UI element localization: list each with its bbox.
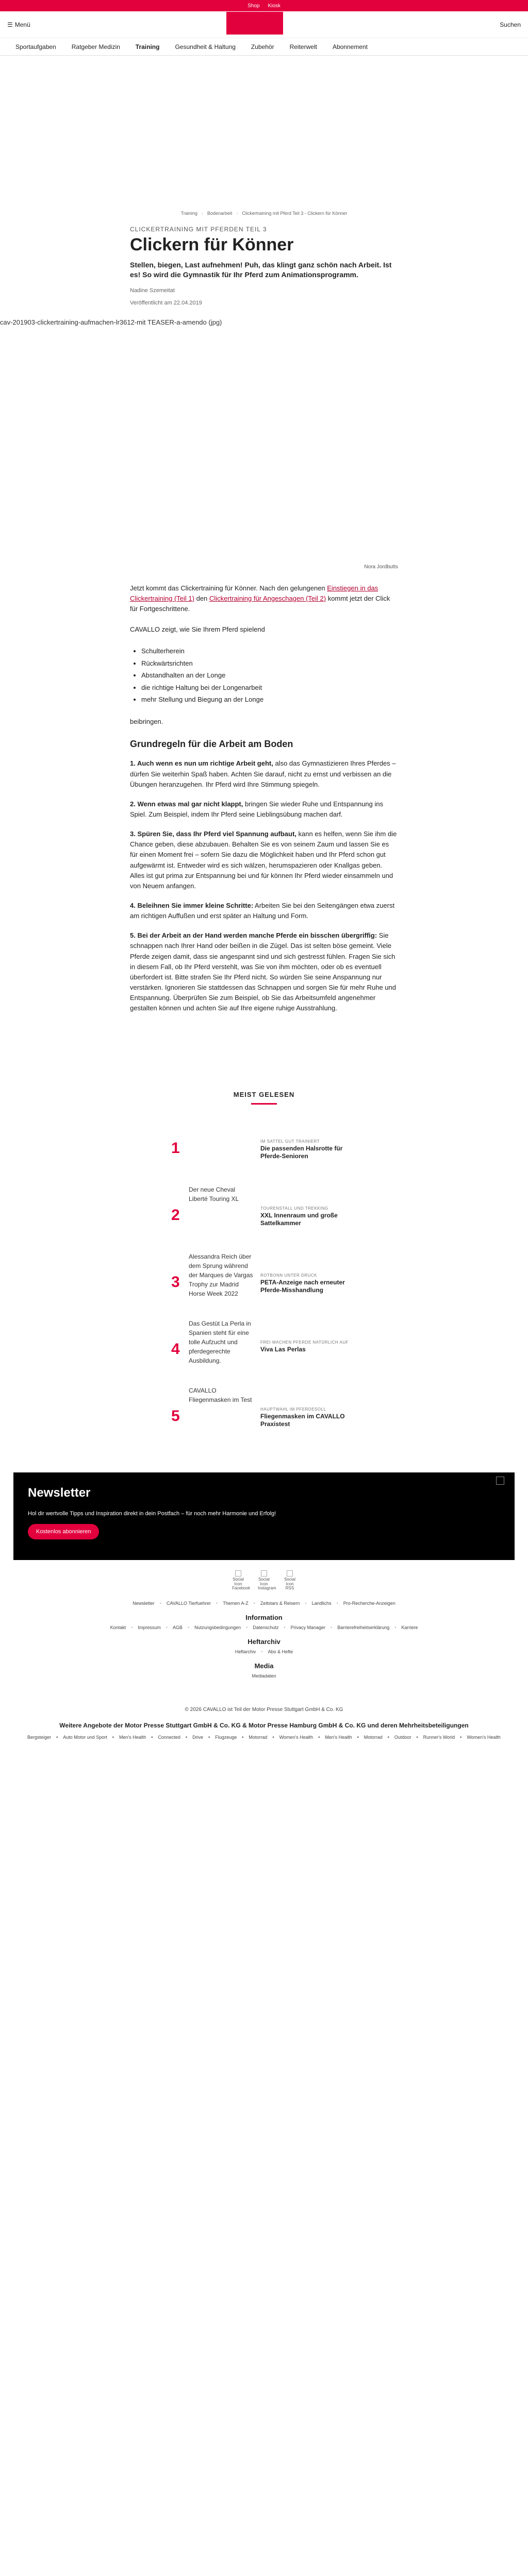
footer-link[interactable]: Flugzeuge [215,1734,237,1740]
footer-heading: Information [245,1613,283,1621]
link-part-1[interactable]: Einstiegen in das Clickertraining (Teil 1) [130,584,378,602]
footer-link[interactable]: Newsletter [133,1601,155,1606]
most-read-item[interactable] [171,1319,357,1375]
footer-heftarchiv: Heftarchiv Heftarchiv • Abo & Hefte [0,1637,528,1656]
rank-number: 3 [171,1273,180,1291]
item-category: HAUPTWAHL IM PFERDESOLL [260,1406,326,1412]
footer-link[interactable]: Kontakt [110,1625,126,1631]
topbar-link-kiosk[interactable]: Kiosk [268,3,280,9]
top-bar [0,0,528,11]
rank-number: 4 [171,1340,180,1358]
rule-paragraph: 2. Wenn etwas mal gar nicht klappt, bringen Sie wieder Ruhe und Entspannung ins Spiel. Zum Beispiel, indem Ihr Pferd seine Lieblingsübung machen darf. [130,800,384,818]
rule-paragraph: 1. Auch wenn es nun um richtige Arbeit geht, also das Gymnastizieren Ihres Pferdes – dürfen Sie weiterhin Spaß haben. Achten Sie darauf, nicht zu ernst und verbissen an die Übungen heranzugehen. Ihr Pferd wird Ihre Stimmung spiegeln. [130,759,396,788]
page-title: Clickern für Könner [130,234,294,255]
thumbnail-image[interactable]: CAVALLO Fliegenmasken im Test [189,1386,252,1403]
main-navigation [0,38,528,56]
list-item: • die richtige Haltung bei der Longenarbeit [141,682,398,693]
footer-link[interactable]: CAVALLO Tierfuehrer [166,1601,211,1606]
publish-date: Veröffentlicht am 22.04.2019 [130,300,202,307]
article [0,210,398,1013]
thumbnail-image[interactable] [189,1118,253,1159]
footer-link[interactable]: Women's Health [467,1734,501,1740]
most-read-title: MEIST GELESEN [171,1090,357,1108]
nav-item[interactable]: Ratgeber Medizin [71,43,120,50]
breadcrumb-current: Clickertraining mit Pferd Teil 3 - Clickern für Könner [242,211,348,216]
rules-list [130,758,398,1013]
nav-item[interactable]: Reiterwelt [289,43,317,50]
exercise-list [141,645,398,705]
item-title[interactable]: Die passenden Halsrotte für Pferde-Senioren [260,1144,343,1160]
footer-link[interactable]: Themen A-Z [223,1601,249,1606]
newsletter-box [13,1472,515,1560]
item-title[interactable]: PETA-Anzeige nach erneuter Pferde-Misshandlung [260,1278,345,1294]
footer-link[interactable]: Auto Motor und Sport [63,1734,107,1740]
list-outro: beibringen. [130,718,163,726]
thumbnail-image[interactable]: Das Gestüt La Perla in Spanien steht für eine tolle Aufzucht und pferdegerechte Ausbildung. [189,1319,251,1364]
newsletter-subscribe-button[interactable]: Kostenlos abonnieren [28,1524,99,1539]
thumbnail-image[interactable]: Alessandra Reich über dem Sprung während der Marques de Vargas Trophy zur Madrid Horse Week 2022 [189,1252,253,1297]
nav-item[interactable]: Training [135,43,160,50]
footer-links-top: Newsletter • CAVALLO Tierfuehrer • Themen A-Z • Zeitstars & Reisern • Landlichs • Pro-Recherche-Anzeigen [0,1600,528,1607]
hamburger-icon: ☰ [7,21,13,28]
site-header [0,11,528,38]
topbar-link-shop[interactable]: Shop [248,3,260,9]
author-name: Nadine Szemeitat [130,287,175,294]
item-title[interactable]: Fliegenmasken im CAVALLO Praxistest [260,1412,345,1428]
footer-link[interactable]: Impressum [138,1625,161,1631]
item-category: ROTBONN UNTER DRUCK [260,1273,317,1278]
rule-paragraph: 5. Bei der Arbeit an der Hand werden manche Pferde ein bisschen übergriffig: Sie schnappen nach Ihrer Hand oder beißen in die Zügel. Das ist selten böse gemeint. Viele Pferde zeigen damit, dass sie angespannt sind und sich gestresst fühlen. Fragen Sie sich in diesem Fall, ob Ihr Pferd verstehlt, was Sie von ihm möchten, oder ob es eventuell überfordert ist. Bitte strafen Sie Ihr Pferd nicht. So würden Sie seine Anspannung nur verstärken. Ignorieren Sie stattdessen das Schnappen und sorgen Sie für mehr Ruhe und Entspannung. Überprüfen Sie zum Beispiel, ob Sie das Arbeitsumfeld angenehmer gestalten können und achten Sie auf Ihre eigene ruhige Ausstrahlung. [130,931,396,1012]
ad-placeholder [0,56,528,210]
most-read-section [171,1090,357,1442]
cavallo-logo[interactable] [226,12,283,35]
footer-link[interactable]: AGB [172,1625,183,1631]
link-part-2[interactable]: Clickertraining für Angeschagen (Teil 2) [209,594,326,602]
footer-link[interactable]: Women's Health [279,1734,314,1740]
article-meta [130,286,398,308]
footer-link[interactable]: Zeitstars & Reisern [260,1601,300,1606]
footer-heading: Heftarchiv [248,1637,280,1646]
image-credit: Nora Jordbutts [364,564,398,570]
rss-icon[interactable]: Social Icon RSS [284,1570,296,1591]
footer-link[interactable]: Mediadaten [252,1673,276,1679]
footer-link[interactable]: Motorrad [249,1734,268,1740]
most-read-item[interactable] [171,1386,357,1442]
footer-link[interactable]: Connected [158,1734,180,1740]
footer-link[interactable]: Runner's World [423,1734,455,1740]
footer-link[interactable]: Men's Health [119,1734,146,1740]
item-category: IM SATTEL GUT TRAINIERT [260,1139,320,1144]
newsletter-text: Hol dir wertvolle Tipps und Inspiration direkt in dein Postfach – für noch mehr Harmonie und Erfolg! [28,1510,276,1517]
list-item: • mehr Stellung und Biegung an der Longe [141,693,398,705]
item-category: TOURENSTALL UND TREKKING [260,1206,328,1211]
newsletter-image-icon [496,1477,504,1485]
copyright: © 2026 CAVALLO ist Teil der Motor Presse Stuttgart GmbH & Co. KG [185,1706,343,1713]
footer-link[interactable]: Privacy Manager [290,1625,326,1631]
footer-link[interactable]: Barrierefreiheitserklärung [337,1625,390,1631]
footer-link[interactable]: Heftarchiv [235,1649,256,1655]
article-body [130,583,398,1014]
nav-item[interactable]: Abonnement [332,43,368,50]
most-read-item[interactable] [171,1118,357,1174]
most-read-item[interactable] [171,1252,357,1308]
rank-number: 5 [171,1407,180,1425]
footer-link[interactable]: Pro-Recherche-Anzeigen [343,1601,395,1606]
list-item: • Abstandhalten an der Longe [141,669,398,681]
footer-link[interactable]: Landlichs [311,1601,332,1606]
facebook-icon[interactable]: Social Icon Facebook [232,1570,244,1591]
nav-item[interactable]: Gesundheit & Haltung [175,43,236,50]
list-item: • Schulterherein [141,645,398,657]
article-teaser: Stellen, biegen, Last aufnehmen! Puh, das klingt ganz schön nach Arbeit. Ist es! So wird die Gymnastik für Ihr Pferd zum Animationsprogramm. [130,260,392,279]
cavallo-intro: CAVALLO zeigt, wie Sie Ihrem Pferd spielend [130,625,265,634]
rule-paragraph: 3. Spüren Sie, dass Ihr Pferd viel Spannung aufbaut, kann es helfen, wenn Sie ihm die Chance geben, diese abzubauen. Behalten Sie es von seinem Zaum und lassen Sie es für einen Moment frei – sofern Sie dazu die Möglichkeit haben und Ihr Pferd schon gut aufgewärmt ist. Entweder wird es sich wälzen, herumspazieren oder Knallgas geben. Alles ist gut prima zur Entspannung bei und für können Ihr Pferd wieder einsammeln und von Neuem anfangen. [130,830,397,890]
search-button[interactable]: Suchen [500,21,521,28]
rank-number: 1 [171,1139,180,1157]
list-item: • Rückwärtsrichten [141,657,398,669]
intro-paragraph: Jetzt kommt das Clickertraining für Könner. Nach den gelungenen Einstiegen in das Clickertraining (Teil 1) den Clickertraining für Angeschagen (Teil 2) kommt jetzt der Click für Fortgeschrittene. [130,584,390,613]
footer-heading: Media [254,1662,274,1670]
rank-number: 2 [171,1206,180,1224]
newsletter-title: Newsletter [28,1485,91,1500]
article-kicker: CLICKERTRAINING MIT PFERDEN TEIL 3 [130,225,267,233]
network-title: Weitere Angebote der Motor Presse Stuttgart GmbH & Co. KG & Motor Presse Hamburg GmbH & Co. KG und deren Mehrheitsbeteiligungen [59,1721,469,1729]
footer-link[interactable]: Nutzungsbedingungen [194,1625,241,1631]
item-title[interactable]: XXL Innenraum und große Sattelkammer [260,1211,338,1227]
breadcrumb: Training › Bodenarbeit › Clickertraining mit Pferd Teil 3 - Clickern für Könner [130,210,398,217]
thumbnail-image[interactable]: Der neue Cheval Liberté Touring XL [189,1185,239,1202]
nav-item[interactable]: Sportaufgaben [15,43,56,50]
footer-link[interactable]: Outdoor [394,1734,411,1740]
footer-link[interactable]: Datenschutz [253,1625,279,1631]
footer-link[interactable]: Karriere [401,1625,418,1631]
footer-link[interactable]: Drive [192,1734,204,1740]
instagram-icon[interactable]: Social Icon Instagram [258,1570,270,1591]
footer-link[interactable]: Bergsteiger [27,1734,52,1740]
nav-item[interactable]: Zubehör [251,43,274,50]
footer-link[interactable]: Abo & Hefte [268,1649,293,1655]
menu-button[interactable]: ☰ Menü [7,21,30,28]
item-title[interactable]: Viva Las Perlas [260,1345,306,1353]
footer-link[interactable]: Men's Health [325,1734,352,1740]
section-heading: Grundregeln für die Arbeit am Boden [130,739,293,750]
hero-image-alt: cav-201903-clickertraining-aufmachen-lr3612-mit TEASER-a-amendo (jpg) [0,318,222,326]
breadcrumb-item[interactable]: Training [180,211,197,216]
breadcrumb-item[interactable]: Bodenarbeit [207,211,233,216]
footer-link[interactable]: Motorrad [364,1734,383,1740]
footer-media [0,1661,528,1680]
most-read-item[interactable] [171,1185,357,1241]
hero-image [0,317,528,559]
footer-information: Information Kontakt • Impressum • AGB • Nutzungsbedingungen • Datenschutz • Privacy Manager • Barrierefreiheitserklärung • Karriere [0,1613,528,1632]
network-links: Bergsteiger • Auto Motor und Sport • Men's Health • Connected • Drive • Flugzeuge • Motorrad • Women's Health • Men's Health • Motorrad • Outdoor • Runner's World • Women's Health [6,1734,522,1741]
item-category: FREI MACHEN PFERDE NATÜRLICH AUF [260,1340,349,1345]
social-links [0,1570,528,1591]
rule-paragraph: 4. Beleihnen Sie immer kleine Schritte: Arbeiten Sie bei den Seitengängen etwa zuerst am richtigen Auffußen und erst später an Haltung und Form. [130,901,395,920]
